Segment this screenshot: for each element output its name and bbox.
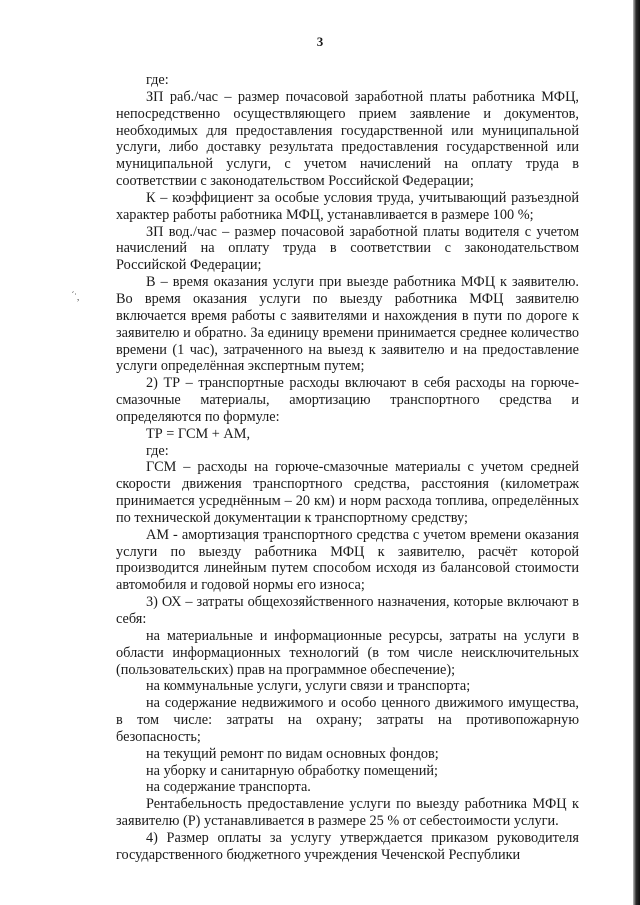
list-item-utilities: на коммунальные услуги, услуги связи и транспорта;	[146, 678, 471, 695]
paragraph-where-2: где:	[146, 442, 169, 459]
list-item-repair: на текущий ремонт по видам основных фондов;	[146, 745, 439, 762]
paragraph-profitability: Рентабельность предоставление услуги по выезду работника МФЦ к заявителю (Р) устанавливается в размере 25 % от себестоимости услуги.	[116, 796, 579, 830]
scan-edge-shadow	[633, 0, 640, 905]
paragraph-zp-worker: ЗП раб./час – размер почасовой заработной платы работника МФЦ, непосредственно осуществляющего прием заявление и документов, необходимых для предоставления государственной или муниципальной услуги, либо доставку результата предоставления государственной или муниципальной услуги, с учетом начислений на оплату труда в соответствии с законодательством Российской Федерации;	[116, 88, 579, 190]
paragraph-am: АМ - амортизация транспортного средства с учетом времени оказания услуги по выезду работника МФЦ к заявителю, расчёт которой производится линейным путем способом исходя из балансовой стоимости автомобиля и годовой нормы его износа;	[116, 526, 579, 594]
paragraph-service-time: В – время оказания услуги при выезде работника МФЦ к заявителю. Во время оказания услуги по выезду работника МФЦ заявителю включается время работы с заявителями и нахождения в пути по дороге к заявителю и обратно. За единицу времени принимается среднее количество времени (1 час), затраченного на выезд к заявителю и на предоставление услуги определённая экспертным путем;	[116, 274, 579, 375]
paragraph-gsm: ГСМ – расходы на горюче-смазочные материалы с учетом средней скорости движения транспортного средства, расстояния (километраж принимается усреднённым – 20 км) и норм расхода топлива, определённых по технической документации к транспортному средству;	[116, 459, 579, 526]
list-item-resources: на материальные и информационные ресурсы, затраты на услуги в области информационных технологий (в том числе неисключительных (пользовательских) прав на программное обеспечение);	[116, 627, 579, 678]
paragraph-transport-costs: 2) ТР – транспортные расходы включают в себя расходы на горюче-смазочные материалы, амортизацию транспортного средства и определяются по формуле:	[116, 375, 579, 425]
page-number: 3	[316, 34, 324, 49]
formula-tr: ТР = ГСМ + АМ,	[146, 425, 251, 442]
paragraph-zp-driver: ЗП вод./час – размер почасовой заработной платы водителя с учетом начислений на оплату труда в соответствии с законодательством Российской Федерации;	[116, 223, 579, 274]
scan-artifact-mark: ́˙,	[74, 292, 80, 302]
paragraph-k-coefficient: К – коэффициент за особые условия труда, учитывающий разъездной характер работы работника МФЦ, устанавливается в размере 100 %;	[116, 189, 579, 223]
paragraph-payment-approval: 4) Размер оплаты за услугу утверждается приказом руководителя государственного бюджетного учреждения Чеченской Республики	[116, 829, 579, 863]
document-body	[116, 72, 579, 864]
list-item-cleaning: на уборку и санитарную обработку помещений;	[146, 762, 438, 779]
list-item-transport: на содержание транспорта.	[146, 779, 311, 796]
list-item-property: на содержание недвижимого и особо ценного движимого имущества, в том числе: затраты на охрану; затраты на противопожарную безопасность;	[116, 695, 579, 745]
paragraph-where: где:	[146, 72, 169, 88]
paragraph-overhead: 3) ОХ – затраты общехозяйственного назначения, которые включают в себя:	[116, 594, 579, 627]
